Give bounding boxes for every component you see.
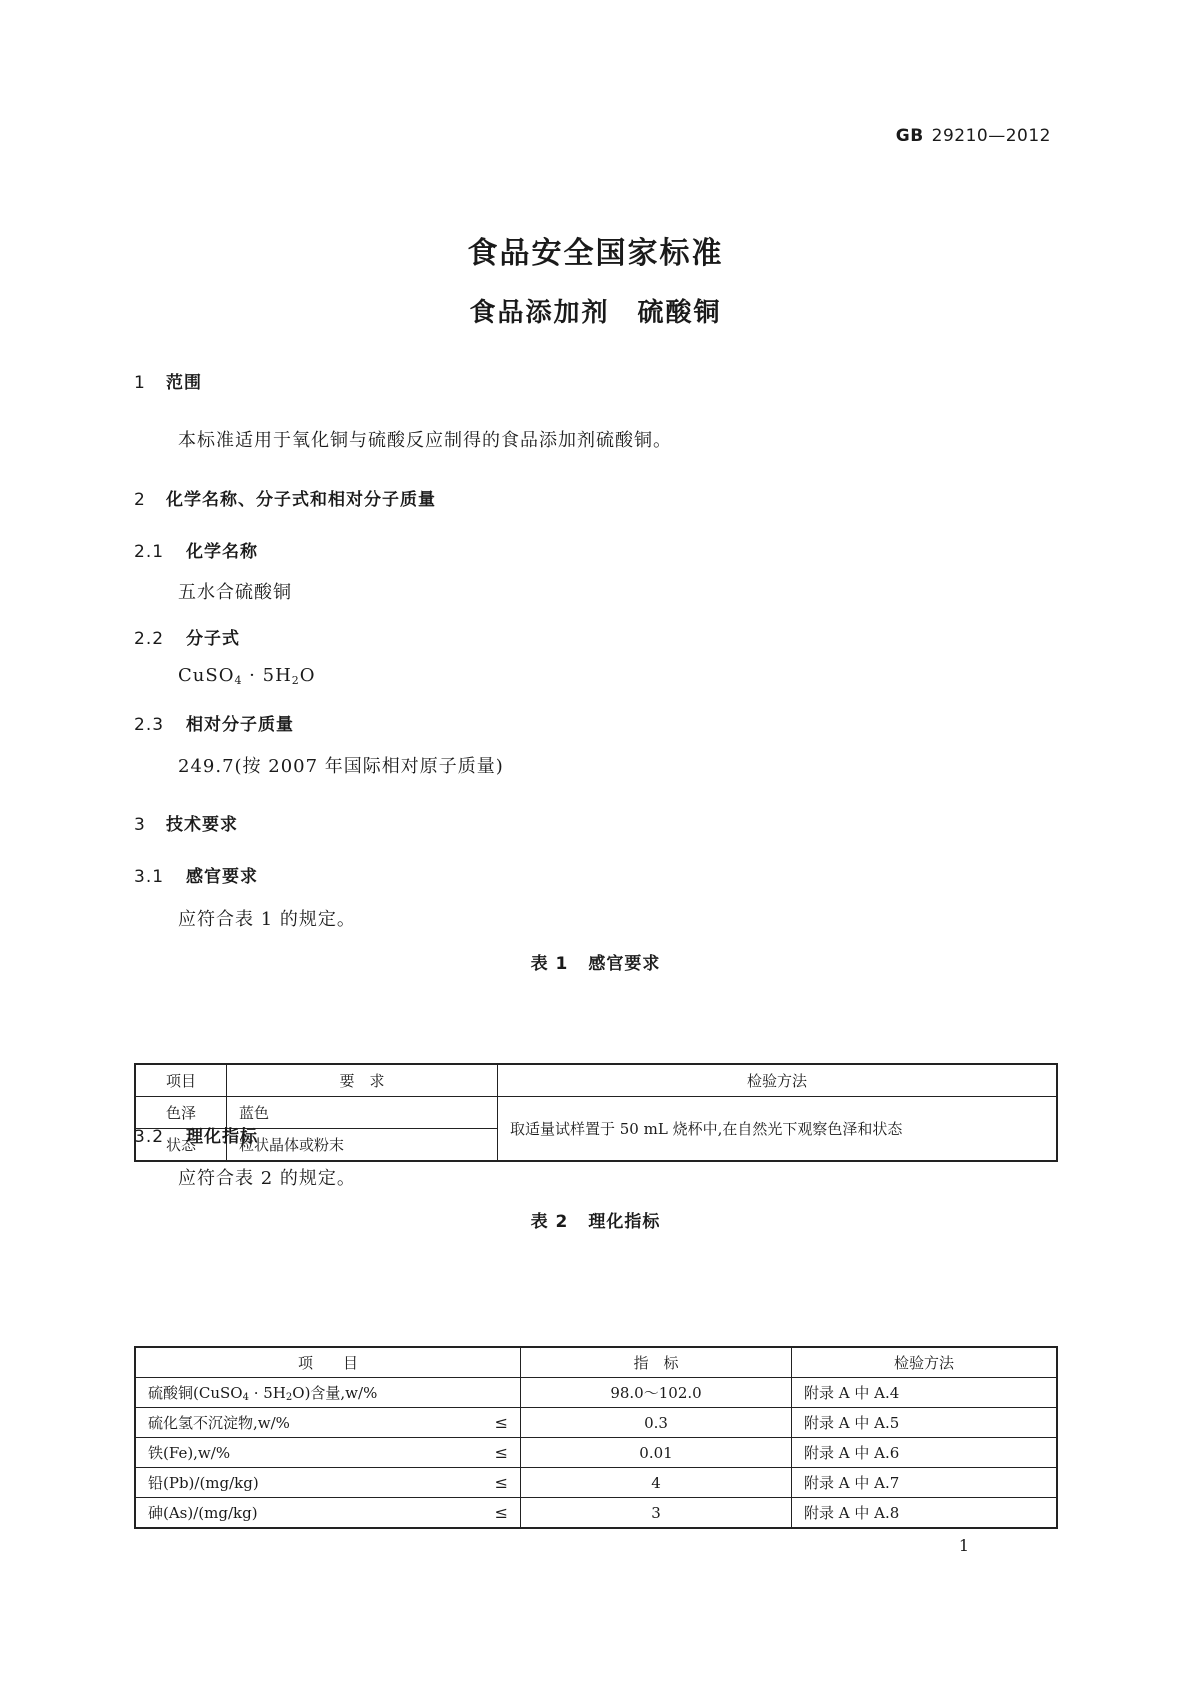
value-cell: 3 [521,1498,792,1529]
section-2-3-heading [134,710,294,735]
formula-part: · 5H [242,665,292,686]
item-cell [135,1438,521,1468]
table-row [135,1468,1057,1498]
method-cell: 附录 A 中 A.7 [792,1468,1058,1498]
caption-number: 表 2 [530,1212,569,1232]
table-row [135,1438,1057,1468]
formula-subscript: 4 [234,674,243,687]
value-cell: 0.01 [521,1438,792,1468]
value-cell: 0.3 [521,1408,792,1438]
less-equal-symbol: ≤ [494,1473,508,1492]
caption-title: 感官要求 [588,954,661,974]
item-cell: 色泽 [135,1097,227,1129]
requirement-cell: 粒状晶体或粉末 [227,1129,498,1162]
section-number: 2.1 [134,542,165,562]
physicochemical-indicators-table [134,1346,1058,1529]
section-2-1-heading [134,537,258,562]
item-text: 铅(Pb)/(mg/kg) [148,1474,259,1492]
section-title: 化学名称、分子式和相对分子质量 [166,490,436,510]
section-2-2-heading [134,624,240,649]
formula-subscript: 2 [291,674,300,687]
page-number: 1 [958,1536,969,1555]
item-text: 铁(Fe),w/% [148,1444,231,1462]
item-text: · 5H [248,1384,286,1402]
header-cell: 项 目 [135,1347,521,1378]
table-1-caption [0,949,1191,974]
molecular-mass: 249.7(按 2007 年国际相对原子质量) [178,756,504,777]
formula-part: CuSO [178,665,235,686]
header-cell: 检验方法 [792,1347,1058,1378]
less-equal-symbol: ≤ [494,1413,508,1432]
section-1-heading [134,368,202,393]
section-2-heading [134,485,436,510]
header-cell: 项目 [135,1064,227,1097]
item-cell [135,1498,521,1529]
section-3-1-text: 应符合表 1 的规定。 [178,909,356,930]
standard-number: 29210—2012 [931,126,1051,146]
table-row [135,1408,1057,1438]
less-equal-symbol: ≤ [494,1443,508,1462]
value-cell: 98.0～102.0 [521,1378,792,1408]
header-cell: 要 求 [227,1064,498,1097]
section-3-2-text: 应符合表 2 的规定。 [178,1168,356,1189]
document-subtitle: 食品添加剂 硫酸铜 [469,298,722,328]
method-cell: 附录 A 中 A.6 [792,1438,1058,1468]
section-title: 分子式 [186,629,240,649]
section-title: 技术要求 [166,815,238,835]
item-text: O)含量,w/% [292,1384,378,1402]
section-3-1-heading [134,862,258,887]
method-cell: 取适量试样置于 50 mL 烧杯中,在自然光下观察色泽和状态 [498,1097,1058,1162]
section-number: 2 [134,490,146,510]
section-number: 1 [134,373,146,393]
table-header-row [135,1347,1057,1378]
document-title: 食品安全国家标准 [467,236,724,271]
table-row [135,1097,1057,1129]
section-1-text: 本标准适用于氧化铜与硫酸反应制得的食品添加剂硫酸铜。 [178,430,672,451]
section-title: 理化指标 [186,1127,258,1147]
table-2-caption [0,1207,1191,1232]
item-cell [135,1408,521,1438]
method-cell: 附录 A 中 A.4 [792,1378,1058,1408]
section-number: 3.2 [134,1127,165,1147]
caption-title: 理化指标 [588,1212,661,1232]
item-text: 硫酸铜(CuSO [148,1384,243,1402]
item-cell: 状态 [135,1129,227,1162]
formula-part: O [299,665,316,686]
section-number: 3 [134,815,146,835]
method-cell: 附录 A 中 A.8 [792,1498,1058,1529]
molecular-formula [178,665,316,687]
standard-code [896,126,1051,146]
header-cell: 检验方法 [498,1064,1058,1097]
header-cell: 指 标 [521,1347,792,1378]
table-row [135,1498,1057,1529]
item-cell [135,1468,521,1498]
item-text: 砷(As)/(mg/kg) [148,1504,258,1522]
section-title: 感官要求 [186,867,258,887]
item-subscript: 2 [285,1392,293,1403]
sensory-requirements-table [134,1063,1058,1162]
section-3-2-heading [134,1122,258,1147]
caption-number: 表 1 [530,954,569,974]
section-title: 范围 [166,373,202,393]
section-title: 相对分子质量 [186,715,294,735]
section-3-heading [134,810,238,835]
section-title: 化学名称 [186,542,258,562]
item-cell [135,1378,521,1408]
table-row [135,1378,1057,1408]
requirement-cell: 蓝色 [227,1097,498,1129]
item-subscript: 4 [242,1392,249,1403]
value-cell: 4 [521,1468,792,1498]
less-equal-symbol: ≤ [494,1503,508,1522]
standard-prefix: GB [895,126,924,146]
method-cell: 附录 A 中 A.5 [792,1408,1058,1438]
item-text: 硫化氢不沉淀物,w/% [148,1414,290,1432]
section-number: 3.1 [134,867,165,887]
section-number: 2.3 [134,715,165,735]
table-header-row [135,1064,1057,1097]
chemical-name: 五水合硫酸铜 [178,582,292,603]
section-number: 2.2 [134,629,165,649]
